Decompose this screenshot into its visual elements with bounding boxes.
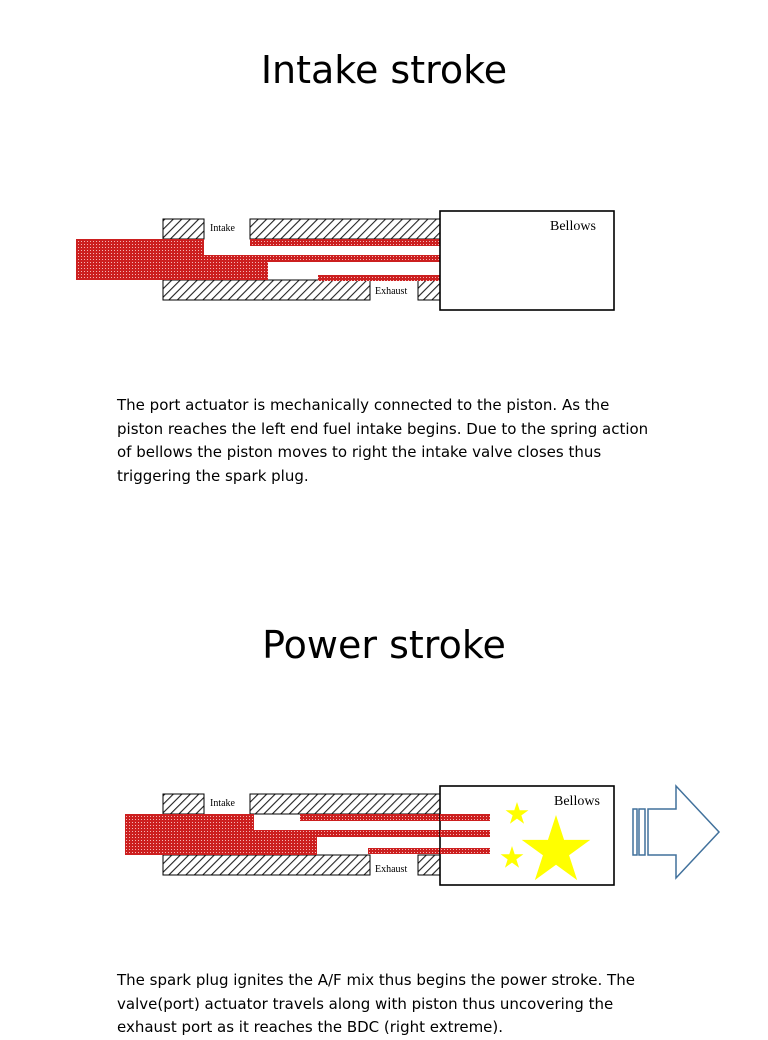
- upper-wall: [250, 219, 440, 239]
- piston-rod-upper-inside: [440, 814, 490, 821]
- piston-rod-lower-inside: [440, 848, 490, 854]
- bellows-label: Bellows: [554, 794, 600, 809]
- piston-rod-middle: [268, 255, 440, 262]
- piston-rod-lower: [318, 275, 440, 281]
- intake-stroke-diagram: [0, 205, 768, 315]
- power-stroke-diagram: [0, 780, 768, 890]
- intake-label: Intake: [210, 223, 235, 234]
- intake-stroke-description: The port actuator is mechanically connected to the piston. As the piston reaches the left end fuel intake begins. Due to the spring action of bellows the piston moves to right the intake valve closes thus triggering the spark plug.: [117, 396, 649, 485]
- power-stroke-description: The spark plug ignites the A/F mix thus begins the power stroke. The valve(port) actuator travels along with piston thus uncovering the exhaust port as it reaches the BDC (right extreme).: [117, 971, 635, 1036]
- exhaust-port-wall-right: [418, 280, 440, 300]
- fuel-chamber: [204, 255, 268, 280]
- upper-wall: [250, 794, 440, 814]
- fuel-chamber: [254, 830, 317, 855]
- exhaust-port-wall-right: [418, 855, 440, 875]
- intake-port-wall-left: [163, 794, 204, 814]
- fuel-charge: [125, 814, 254, 855]
- exhaust-label: Exhaust: [375, 286, 408, 297]
- lower-wall-left: [163, 280, 370, 300]
- intake-label: Intake: [210, 798, 235, 809]
- intake-port-wall-left: [163, 219, 204, 239]
- exhaust-label: Exhaust: [375, 864, 408, 875]
- bellows-label: Bellows: [550, 219, 596, 234]
- intake-stroke-title: Intake stroke: [260, 48, 508, 92]
- lower-wall-left: [163, 855, 370, 875]
- fuel-charge: [76, 239, 204, 280]
- piston-rod-middle-inside: [440, 830, 490, 837]
- power-stroke-title: Power stroke: [262, 623, 506, 667]
- piston-rod-upper: [250, 239, 440, 246]
- right-arrow-icon: [633, 786, 719, 878]
